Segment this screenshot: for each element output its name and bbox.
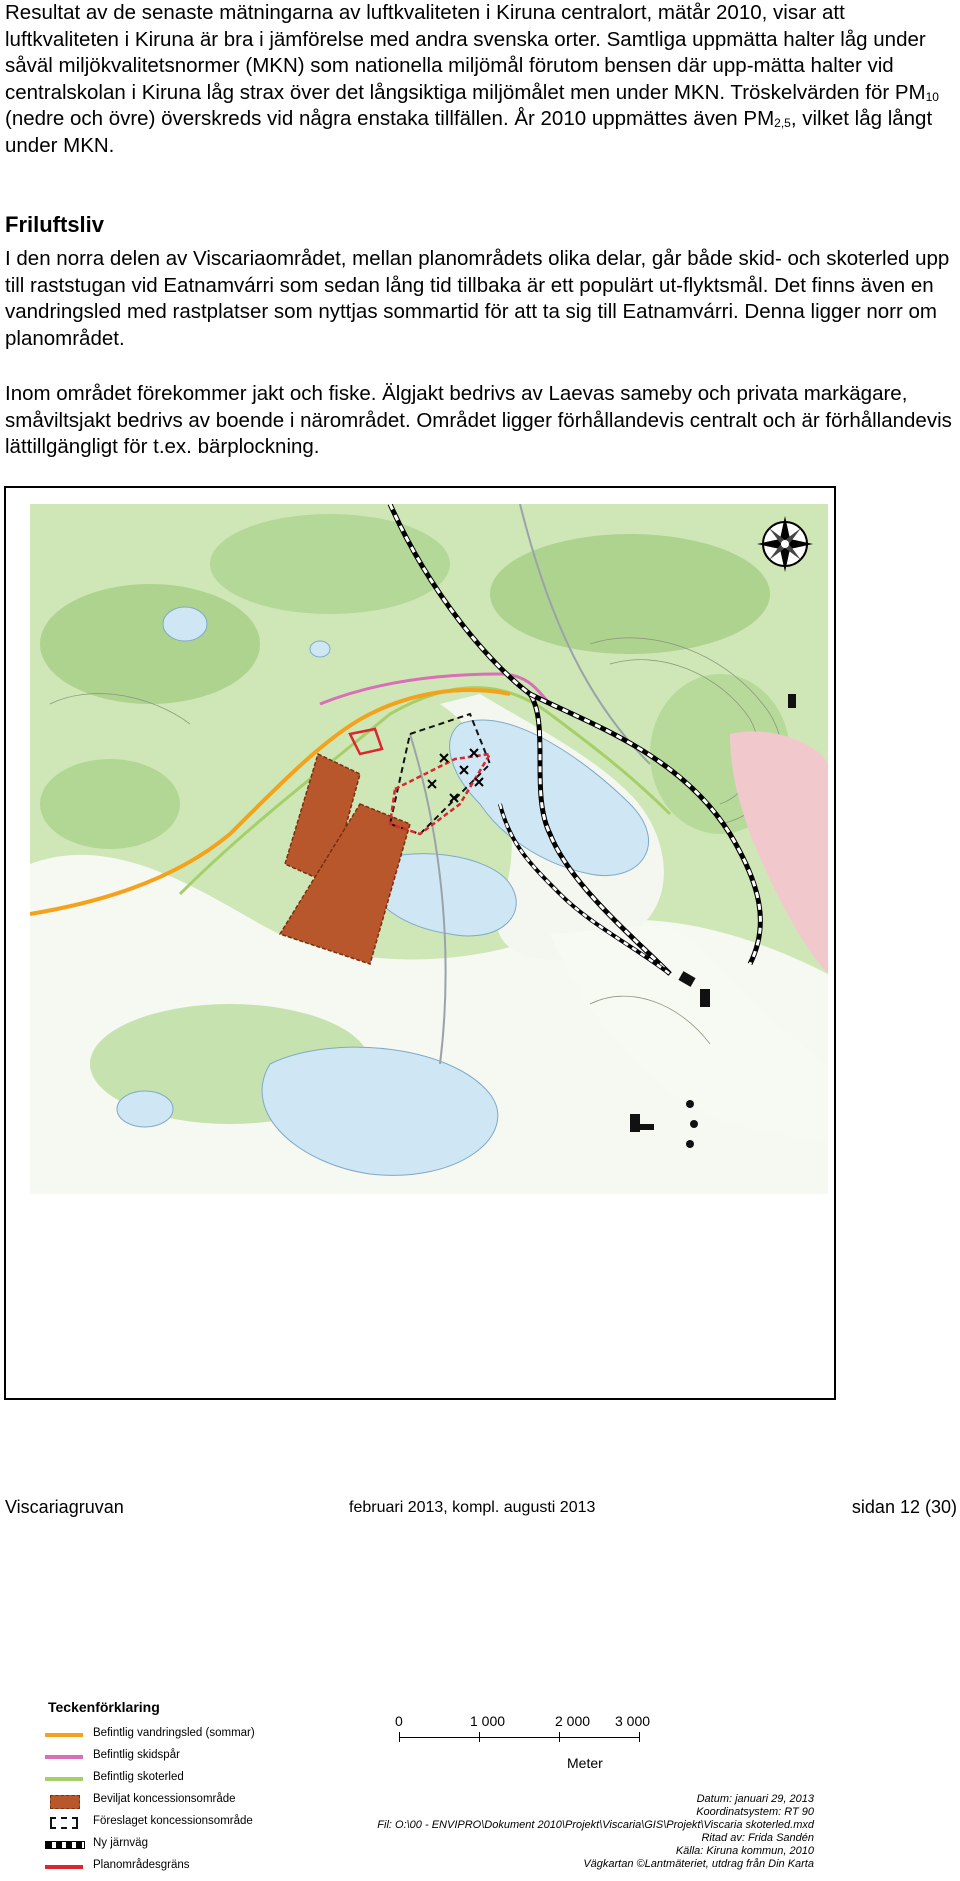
forest-area	[210, 514, 450, 614]
intro-text-a: Resultat av de senaste mätningarna av luftkvaliteten i Kiruna centralort, mätår 2010, visar att luftkvaliteten i Kiruna är bra i jämförelse med andra svenska orter. Samtliga uppmätta halter låg under såväl miljökvalitetsnormer (MKN) som nationella miljömål förutom bensen där upp-mätta halter vid centralskolan i Kiruna låg strax över det långsiktiga miljömålet men under MKN. Tröskelvärden för PM	[5, 1, 926, 104]
intro-paragraph	[5, 0, 955, 159]
hiking-swatch-icon	[45, 1733, 83, 1737]
forest-area	[40, 584, 260, 704]
pm25-subscript: 2,5	[774, 116, 791, 130]
intro-text-b: (nedre och övre) överskreds vid några enstaka tillfällen. År 2010 uppmättes även PM	[5, 107, 775, 130]
scale-bar	[395, 1713, 655, 1773]
snowmobile-swatch-icon	[45, 1777, 83, 1781]
ski-swatch-icon	[45, 1755, 83, 1759]
legend-title: Teckenförklaring	[48, 1699, 160, 1715]
scale-tick-mark	[639, 1732, 640, 1742]
legend-label: Befintlig skidspår	[93, 1749, 180, 1761]
footer-page-number: sidan 12 (30)	[851, 1497, 957, 1517]
friluftsliv-paragraph-1: I den norra delen av Viscariaområdet, mellan planområdets olika delar, går både skid- och skoterled upp till raststugan vid Eatnamvárri som sedan lång tid tillbaka är ett populärt ut-flyktsmål. Det finns även en vandringsled med rastplatser som nyttjas sommartid för att ta sig till Eatnamvárri. Denna ligger norr om planområdet.	[5, 247, 950, 350]
scale-line	[399, 1737, 639, 1738]
pm10-subscript: 10	[925, 89, 939, 104]
forest-area	[490, 534, 770, 654]
forest-area	[40, 759, 180, 849]
meta-date: Datum: januari 29, 2013	[696, 1793, 814, 1805]
plan-boundary-swatch-icon	[45, 1865, 83, 1869]
proposed-swatch-icon	[50, 1817, 78, 1829]
lake	[163, 607, 207, 641]
footer-date: februari 2013, kompl. augusti 2013	[349, 1499, 596, 1516]
legend-label: Befintlig skoterled	[93, 1771, 184, 1783]
scale-tick-mark	[559, 1732, 560, 1742]
concession-swatch-icon	[50, 1795, 80, 1809]
legend-label: Befintlig vandringsled (sommar)	[93, 1727, 255, 1739]
map-canvas	[30, 504, 828, 1194]
meta-copyright: Vägkartan ©Lantmäteriet, utdrag från Din Karta	[583, 1858, 814, 1870]
section-heading: Friluftsliv	[5, 212, 105, 237]
scale-tick-0: 0	[395, 1713, 403, 1729]
map-legend	[35, 1683, 822, 1881]
lake	[117, 1091, 173, 1127]
friluftsliv-paragraph-2: Inom området förekommer jakt och fiske. Älgjakt bedrivs av Laevas sameby och privata markägare, småviltsjakt bedrivs av boende i närområdet. Området ligger förhållandevis centralt och är förhållandevis lättillgängligt för t.ex. bärplockning.	[5, 382, 952, 458]
scale-tick-mark	[479, 1732, 480, 1742]
meta-source: Källa: Kiruna kommun, 2010	[675, 1845, 814, 1857]
map-metadata	[377, 1793, 814, 1871]
legend-label: Planområdesgräns	[93, 1859, 190, 1871]
scale-tick-mark	[399, 1732, 400, 1742]
meta-coordinate-system: Koordinatsystem: RT 90	[696, 1806, 814, 1818]
scale-tick-3: 3 000	[615, 1713, 651, 1729]
legend-label: Beviljat koncessionsområde	[93, 1793, 236, 1805]
meta-file: Fil: O:\00 - ENVIPRO\Dokument 2010\Projekt\Viscaria\GIS\Projekt\Viscaria skoterled.mxd	[377, 1819, 814, 1831]
footer-project: Viscariagruvan	[5, 1497, 124, 1517]
legend-label: Ny järnväg	[93, 1837, 148, 1849]
scale-tick-1: 1 000	[470, 1713, 506, 1729]
intro-text-c: , vilket låg långt under MKN.	[5, 107, 933, 157]
scale-unit: Meter	[567, 1755, 603, 1771]
legend-label: Föreslaget koncessionsområde	[93, 1815, 253, 1827]
meta-author: Ritad av: Frida Sandén	[701, 1832, 814, 1844]
railway-swatch-icon	[45, 1841, 85, 1849]
scale-tick-2: 2 000	[555, 1713, 591, 1729]
lake	[310, 641, 330, 657]
